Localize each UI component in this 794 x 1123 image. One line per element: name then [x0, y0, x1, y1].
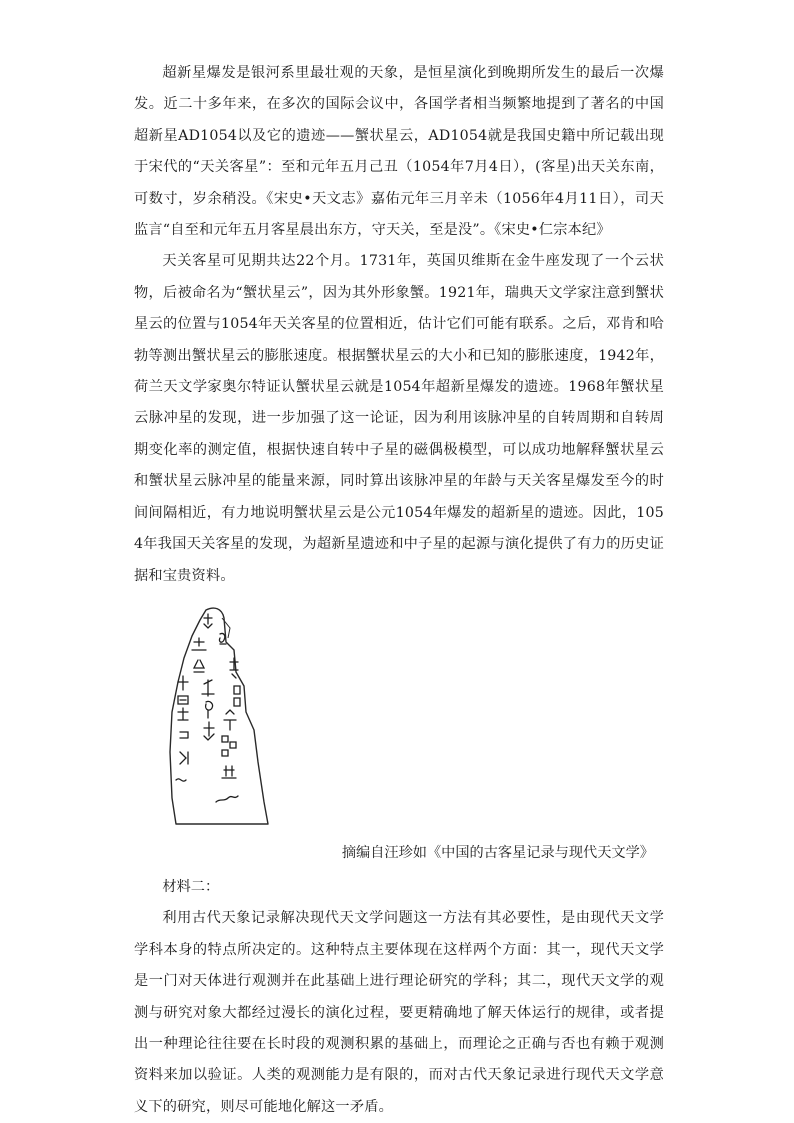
oracle-bone-rubbing-figure	[134, 602, 664, 830]
oracle-bone-rubbing-image	[164, 602, 284, 830]
material-two-paragraph-1: 利用古代天象记录解决现代天文学问题这一方法有其必要性，是由现代天文学学科本身的特点所决定的。这种特点主要体现在这样两个方面：其一，现代天文学是一门对天体进行观测并在此基础上进行理论研究的学科；其二，现代天文学的观测与研究对象大都经过漫长的演化过程，要更精确地了解天体运行的规律，或者提出一种理论往往要在长时段的观测积累的基础上，而理论之正确与否也有赖于观测资料来加以验证。人类的观测能力是有限的，而对古代天象记录进行现代天文学意义下的研究，则尽可能地化解这一矛盾。	[134, 910, 664, 1115]
material-one-paragraph-1: 超新星爆发是银河系里最壮观的天象，是恒星演化到晚期所发生的最后一次爆发。近二十多年来，在多次的国际会议中，各国学者相当频繁地提到了著名的中国超新星AD1054以及它的遗迹——蟹状星云，AD1054就是我国史籍中所记载出现于宋代的“天关客星”：至和元年五月己丑（1054年7月4日），(客星)出天关东南，可数寸，岁余稍没。《宋史•天文志》嘉佑元年三月辛未（1056年4月11日），司天监言“自至和元年五月客星晨出东方，守天关，至是没”。《宋史•仁宗本纪》	[134, 65, 664, 239]
material-two-label: 材料二：	[162, 878, 220, 895]
material-one-paragraph-2: 天关客星可见期共达22个月。1731年，英国贝维斯在金牛座发现了一个云状物，后被命名为“蟹状星云”，因为其外形象蟹。1921年，瑞典天文学家注意到蟹状星云的位置与1054年天关客星的位置相近，估计它们可能有联系。之后，邓肯和哈勃等测出蟹状星云的膨胀速度。根据蟹状星云的大小和已知的膨胀速度，1942年，荷兰天文学家奥尔特证认蟹状星云就是1054年超新星爆发的遗迹。1968年蟹状星云脉冲星的发现，进一步加强了这一论证，因为利用该脉冲星的自转周期和自转周期变化率的测定值，根据快速自转中子星的磁偶极模型，可以成功地解释蟹状星云和蟹状星云脉冲星的能量来源，同时算出该脉冲星的年龄与天关客星爆发至今的时间间隔相近，有力地说明蟹状星云是公元1054年爆发的超新星的遗迹。因此，1054年我国天关客星的发现，为超新星遗迹和中子星的起源与演化提供了有力的历史证据和宝贵资料。	[134, 253, 664, 584]
figure-caption: 摘编自汪珍如《中国的古客星记录与现代天文学》	[341, 844, 654, 861]
document-page	[134, 58, 664, 1123]
